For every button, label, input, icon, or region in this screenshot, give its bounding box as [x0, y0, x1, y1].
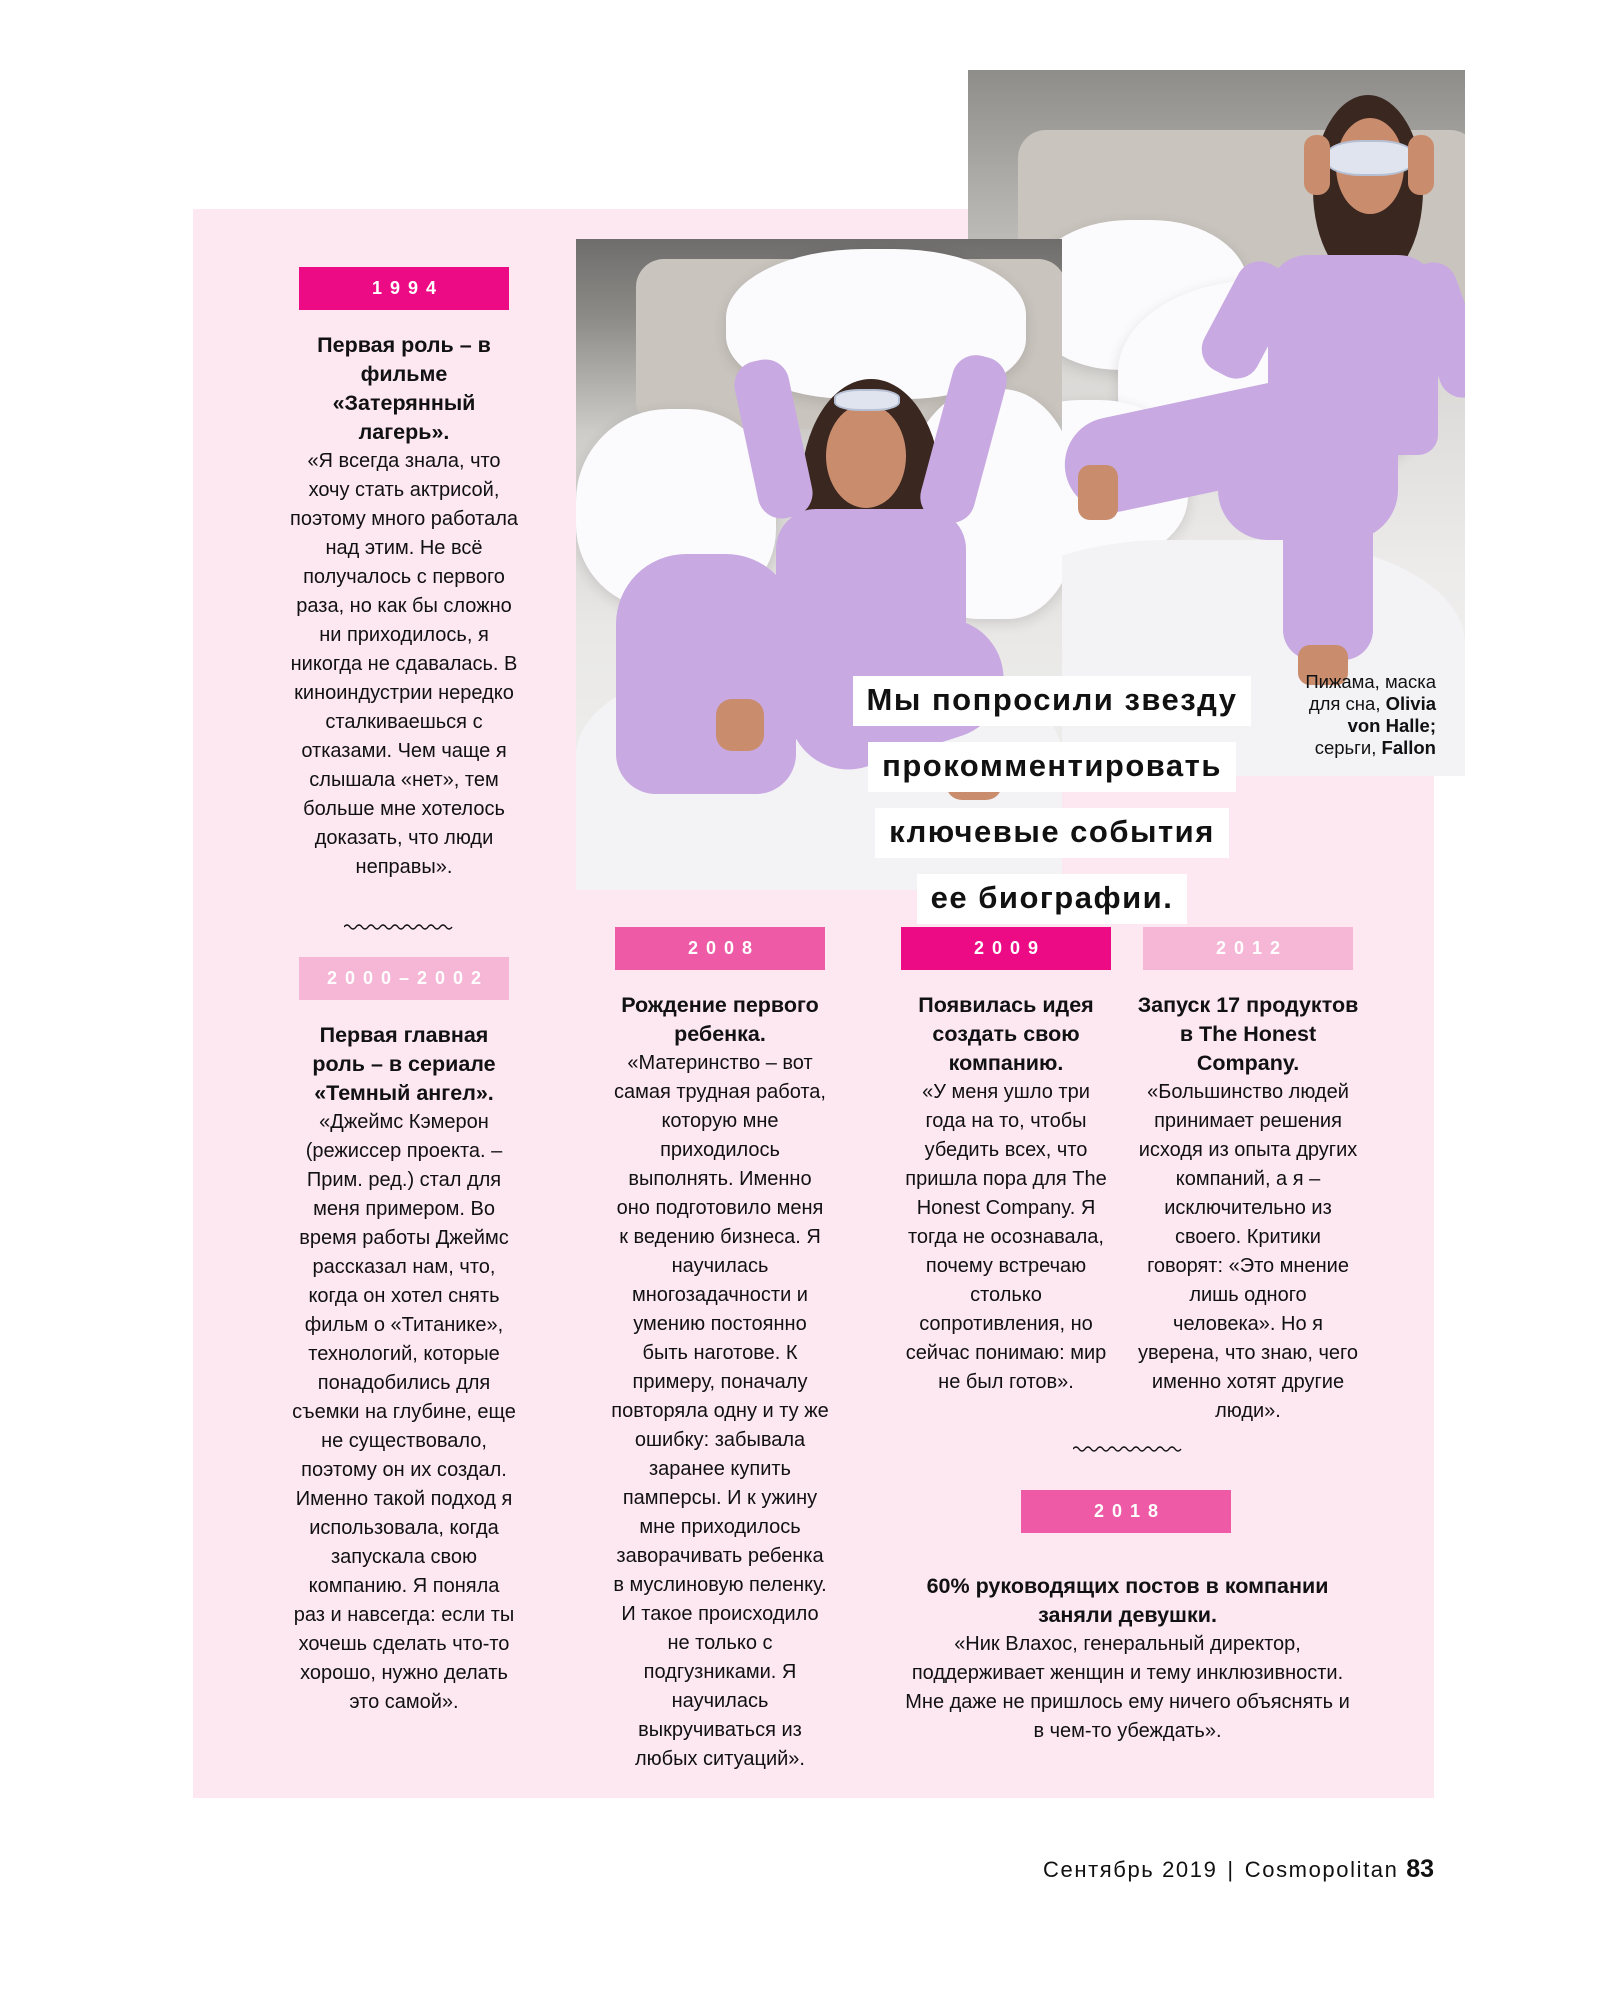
- caption-line-4: [1256, 737, 1436, 759]
- year-badge-2012: 2012: [1143, 927, 1353, 970]
- timeline-entry-2008: [611, 991, 829, 1774]
- entry-text: «У меня ушло три года на то, чтобы убедить всех, что пришла пора для The Honest Company. Я тогда не осознавала, почему встречаю столько сопротивления, но сейчас понимаю: мир не был готов».: [905, 1081, 1107, 1393]
- year-badge-1994: 1994: [299, 267, 509, 310]
- caption-line-3: [1256, 715, 1436, 737]
- page-number: 83: [1406, 1855, 1434, 1883]
- caption-brand-fallon: Fallon: [1381, 737, 1436, 758]
- entry-text: «Я всегда знала, что хочу стать актрисой, поэтому много работала над этим. Не всё получалось с первого раза, но как бы сложно ни приходилось, я никогда не сдавалась. В киноиндустрии нередко сталкиваешься с отказами. Чем чаще я слышала «нет», тем больше мне хотелось доказать, что люди неправы».: [290, 450, 518, 878]
- footer-separator: |: [1227, 1857, 1235, 1882]
- year-badge-2009: 2009: [901, 927, 1111, 970]
- squiggle-divider: [1073, 1444, 1183, 1454]
- pull-quote-line: ключевые события: [875, 808, 1229, 858]
- pull-quote-line: Мы попросили звезду: [853, 676, 1252, 726]
- caption-line-4-prefix: серьги,: [1314, 737, 1382, 758]
- entry-headline: Рождение первого ребенка.: [621, 993, 819, 1046]
- timeline-entry-1994: [290, 331, 518, 882]
- entry-headline: Первая главная роль – в сериале «Темный ангел».: [312, 1023, 496, 1105]
- footer-magazine: Cosmopolitan: [1244, 1857, 1399, 1882]
- year-badge-2008: 2008: [615, 927, 825, 970]
- caption-line-1: Пижама, маска: [1305, 671, 1436, 692]
- footer-issue: Сентябрь 2019: [1043, 1857, 1218, 1882]
- timeline-entry-2012: [1136, 991, 1360, 1426]
- entry-headline: 60% руководящих постов в компании заняли девушки.: [926, 1574, 1329, 1627]
- caption-line-2: [1256, 693, 1436, 715]
- pull-quote-line: прокомментировать: [868, 742, 1236, 792]
- pull-quote: [832, 676, 1272, 940]
- entry-headline: Появилась идея создать свою компанию.: [918, 993, 1094, 1075]
- entry-headline: Первая роль – в фильме «Затерянный лагерь».: [317, 333, 491, 444]
- entry-text: «Джеймс Кэмерон (режиссер проекта. – Прим. ред.) стал для меня примером. Во время работы Джеймс рассказал нам, что, когда он хотел снять фильм о «Титанике», технологий, которые понадобились для съемки на глубине, еще не существовало, поэтому он их создал. Именно такой подход я использовала, когда запускала свою компанию. Я поняла раз и навсегда: если ты хочешь сделать что-то хорошо, нужно делать это самой».: [292, 1111, 516, 1713]
- entry-text: «Ник Влахос, генеральный директор, поддерживает женщин и тему инклюзивности. Мне даже не пришлось ему ничего объяснять и в чем-то убеждать».: [905, 1633, 1350, 1742]
- pull-quote-line: ее биографии.: [917, 874, 1188, 924]
- entry-text: «Материнство – вот самая трудная работа, которую мне приходилось выполнять. Именно оно подготовило меня к ведению бизнеса. Я научилась многозадачности и умению постоянно быть наготове. К примеру, поначалу повторяла одну и ту же ошибку: забывала заранее купить памперсы. И к ужину мне приходилось заворачивать ребенка в муслиновую пеленку. И такое происходило не только с подгузниками. Я научилась выкручиваться из любых ситуаций».: [611, 1052, 829, 1770]
- page-footer: [1043, 1855, 1434, 1884]
- timeline-entry-2009: [901, 991, 1111, 1397]
- caption-line-2-prefix: для сна,: [1308, 693, 1386, 714]
- caption-brand-von-halle: von Halle;: [1347, 715, 1436, 736]
- entry-text: «Большинство людей принимает решения исходя из опыта других компаний, а я – исключительно из своего. Критики говорят: «Это мнение лишь одного человека». Но я уверена, что знаю, чего именно хотят другие люди».: [1137, 1081, 1359, 1422]
- year-badge-2000-2002: 2000–2002: [299, 957, 509, 1000]
- timeline-entry-2000-2002: [292, 1021, 516, 1717]
- photo-caption: [1256, 671, 1436, 759]
- caption-brand-olivia: Olivia: [1385, 693, 1436, 714]
- year-badge-2018: 2018: [1021, 1490, 1231, 1533]
- timeline-entry-2018: [900, 1572, 1355, 1746]
- squiggle-divider: [344, 922, 454, 932]
- entry-headline: Запуск 17 продуктов в The Honest Company.: [1137, 993, 1359, 1075]
